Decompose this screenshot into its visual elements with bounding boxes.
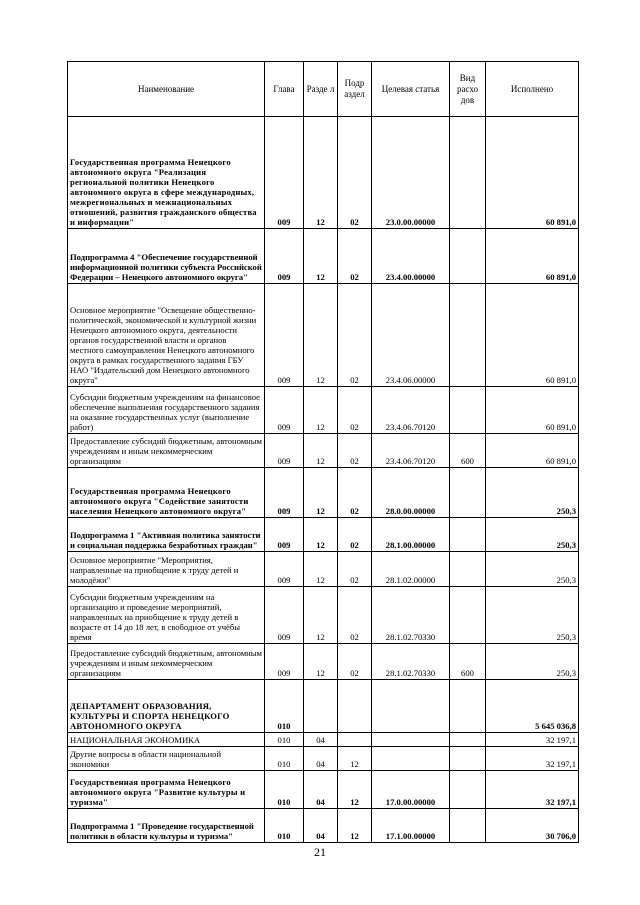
row-executed: 60 891,0 bbox=[486, 117, 579, 229]
table-row bbox=[68, 552, 579, 587]
row-subsection: 02 bbox=[338, 284, 372, 387]
row-name: Другие вопросы в области национальной экономики bbox=[68, 747, 265, 771]
row-chapter: 009 bbox=[265, 284, 304, 387]
row-expense bbox=[450, 468, 486, 518]
page-number: 21 bbox=[314, 845, 326, 859]
row-name: ДЕПАРТАМЕНТ ОБРАЗОВАНИЯ, КУЛЬТУРЫ И СПОРТА НЕНЕЦКОГО АВТОНОМНОГО ОКРУГА bbox=[68, 680, 265, 733]
row-expense: 600 bbox=[450, 434, 486, 468]
row-expense bbox=[450, 747, 486, 771]
row-expense bbox=[450, 771, 486, 809]
budget-table bbox=[67, 61, 579, 843]
row-executed: 32 197,1 bbox=[486, 771, 579, 809]
row-expense bbox=[450, 552, 486, 587]
row-section: 12 bbox=[304, 552, 338, 587]
row-target: 28.1.02.00000 bbox=[372, 552, 450, 587]
table-row bbox=[68, 468, 579, 518]
header-target: Целевая статья bbox=[372, 62, 450, 117]
header-name: Наименование bbox=[68, 62, 265, 117]
row-subsection: 02 bbox=[338, 587, 372, 644]
row-name: Предоставление субсидий бюджетным, автономным учреждениям и иным некоммерческим организациям bbox=[68, 434, 265, 468]
row-executed: 60 891,0 bbox=[486, 229, 579, 284]
row-expense bbox=[450, 809, 486, 843]
row-executed: 32 197,1 bbox=[486, 733, 579, 747]
row-executed: 250,3 bbox=[486, 518, 579, 552]
row-subsection bbox=[338, 733, 372, 747]
row-expense bbox=[450, 284, 486, 387]
row-chapter: 009 bbox=[265, 468, 304, 518]
row-section: 12 bbox=[304, 117, 338, 229]
row-section: 12 bbox=[304, 587, 338, 644]
row-name: Основное мероприятие "Мероприятия, направленные на приобщение к труду детей и молодёжи" bbox=[68, 552, 265, 587]
header-chapter: Глава bbox=[265, 62, 304, 117]
row-name: Подпрограмма 1 "Активная политика занятости и социальная поддержка безработных граждан" bbox=[68, 518, 265, 552]
row-executed: 250,3 bbox=[486, 587, 579, 644]
row-section: 04 bbox=[304, 809, 338, 843]
row-chapter: 009 bbox=[265, 552, 304, 587]
header-section: Разде л bbox=[304, 62, 338, 117]
row-subsection: 02 bbox=[338, 552, 372, 587]
table-row bbox=[68, 680, 579, 733]
row-expense: 600 bbox=[450, 644, 486, 680]
row-subsection: 02 bbox=[338, 518, 372, 552]
row-chapter: 009 bbox=[265, 434, 304, 468]
row-chapter: 010 bbox=[265, 809, 304, 843]
table-row bbox=[68, 747, 579, 771]
row-name: НАЦИОНАЛЬНАЯ ЭКОНОМИКА bbox=[68, 733, 265, 747]
row-executed: 250,3 bbox=[486, 552, 579, 587]
header-executed: Исполнено bbox=[486, 62, 579, 117]
row-executed: 250,3 bbox=[486, 468, 579, 518]
row-executed: 5 645 036,8 bbox=[486, 680, 579, 733]
row-target: 17.1.00.00000 bbox=[372, 809, 450, 843]
row-chapter: 009 bbox=[265, 587, 304, 644]
row-subsection: 02 bbox=[338, 468, 372, 518]
row-target: 23.0.00.00000 bbox=[372, 117, 450, 229]
table-row bbox=[68, 117, 579, 229]
row-subsection: 12 bbox=[338, 809, 372, 843]
table-row bbox=[68, 771, 579, 809]
row-name: Субсидии бюджетным учреждениям на организацию и проведение мероприятий, направленных на приобщение к труду детей в возрасте от 14 до 18 лет, в свободное от учёбы время bbox=[68, 587, 265, 644]
row-subsection bbox=[338, 680, 372, 733]
row-chapter: 010 bbox=[265, 771, 304, 809]
row-subsection: 02 bbox=[338, 434, 372, 468]
row-section bbox=[304, 680, 338, 733]
table-row bbox=[68, 434, 579, 468]
row-section: 04 bbox=[304, 771, 338, 809]
row-chapter: 010 bbox=[265, 747, 304, 771]
row-subsection: 02 bbox=[338, 644, 372, 680]
row-name: Государственная программа Ненецкого автономного округа "Развитие культуры и туризма" bbox=[68, 771, 265, 809]
header-subsection: Подр аздел bbox=[338, 62, 372, 117]
row-target: 28.0.00.00000 bbox=[372, 468, 450, 518]
row-section: 12 bbox=[304, 644, 338, 680]
row-expense bbox=[450, 117, 486, 229]
row-section: 04 bbox=[304, 733, 338, 747]
row-subsection: 12 bbox=[338, 771, 372, 809]
row-section: 12 bbox=[304, 284, 338, 387]
table-row bbox=[68, 387, 579, 434]
row-expense bbox=[450, 733, 486, 747]
table-row bbox=[68, 644, 579, 680]
row-expense bbox=[450, 518, 486, 552]
row-executed: 60 891,0 bbox=[486, 434, 579, 468]
row-target: 23.4.06.70120 bbox=[372, 434, 450, 468]
row-section: 12 bbox=[304, 518, 338, 552]
row-subsection: 12 bbox=[338, 747, 372, 771]
row-target: 17.0.00.00000 bbox=[372, 771, 450, 809]
table-row bbox=[68, 229, 579, 284]
row-target bbox=[372, 680, 450, 733]
row-name: Основное мероприятие "Освещение общественно-политической, экономической и культурной жизни Ненецкого автономного округа, деятельности органов государственной власти и органов местного самоуправления Ненецкого автономного округа в рамках государственного задания ГБУ НАО "Издательский дом Ненецкого автономного округа" bbox=[68, 284, 265, 387]
row-executed: 60 891,0 bbox=[486, 387, 579, 434]
row-target bbox=[372, 733, 450, 747]
row-target bbox=[372, 747, 450, 771]
row-executed: 60 891,0 bbox=[486, 284, 579, 387]
row-name: Подпрограмма 1 "Проведение государственной политики в области культуры и туризма" bbox=[68, 809, 265, 843]
row-chapter: 010 bbox=[265, 733, 304, 747]
row-target: 28.1.00.00000 bbox=[372, 518, 450, 552]
table-row bbox=[68, 518, 579, 552]
row-target: 28.1.02.70330 bbox=[372, 587, 450, 644]
row-subsection: 02 bbox=[338, 117, 372, 229]
header-row bbox=[68, 62, 579, 117]
row-section: 12 bbox=[304, 387, 338, 434]
row-section: 12 bbox=[304, 229, 338, 284]
row-expense bbox=[450, 587, 486, 644]
row-executed: 250,3 bbox=[486, 644, 579, 680]
table-row bbox=[68, 809, 579, 843]
row-section: 12 bbox=[304, 434, 338, 468]
row-executed: 30 706,0 bbox=[486, 809, 579, 843]
row-target: 23.4.06.00000 bbox=[372, 284, 450, 387]
row-chapter: 010 bbox=[265, 680, 304, 733]
row-name: Предоставление субсидий бюджетным, автономным учреждениям и иным некоммерческим организациям bbox=[68, 644, 265, 680]
row-section: 04 bbox=[304, 747, 338, 771]
row-expense bbox=[450, 680, 486, 733]
table-row bbox=[68, 733, 579, 747]
row-expense bbox=[450, 229, 486, 284]
row-executed: 32 197,1 bbox=[486, 747, 579, 771]
row-section: 12 bbox=[304, 468, 338, 518]
table-row bbox=[68, 284, 579, 387]
row-name: Подпрограмма 4 "Обеспечение государственной информационной политики субъекта Российской Федерации – Ненецкого автономного округа" bbox=[68, 229, 265, 284]
row-target: 23.4.00.00000 bbox=[372, 229, 450, 284]
row-chapter: 009 bbox=[265, 518, 304, 552]
row-chapter: 009 bbox=[265, 229, 304, 284]
row-chapter: 009 bbox=[265, 644, 304, 680]
row-subsection: 02 bbox=[338, 229, 372, 284]
row-name: Государственная программа Ненецкого автономного округа "Содействие занятости населения Ненецкого автономного округа" bbox=[68, 468, 265, 518]
row-chapter: 009 bbox=[265, 387, 304, 434]
row-target: 28.1.02.70330 bbox=[372, 644, 450, 680]
row-name: Государственная программа Ненецкого автономного округа "Реализация региональной политики Ненецкого автономного округа в сфере международных, межрегиональных и межнациональных отношений, развития гражданского общества и информации" bbox=[68, 117, 265, 229]
row-expense bbox=[450, 387, 486, 434]
table-row bbox=[68, 587, 579, 644]
header-expense: Вид расхо дов bbox=[450, 62, 486, 117]
row-name: Субсидии бюджетным учреждениям на финансовое обеспечение выполнения государственного задания на оказание государственных услуг (выполнение работ) bbox=[68, 387, 265, 434]
row-chapter: 009 bbox=[265, 117, 304, 229]
row-target: 23.4.06.70120 bbox=[372, 387, 450, 434]
row-subsection: 02 bbox=[338, 387, 372, 434]
